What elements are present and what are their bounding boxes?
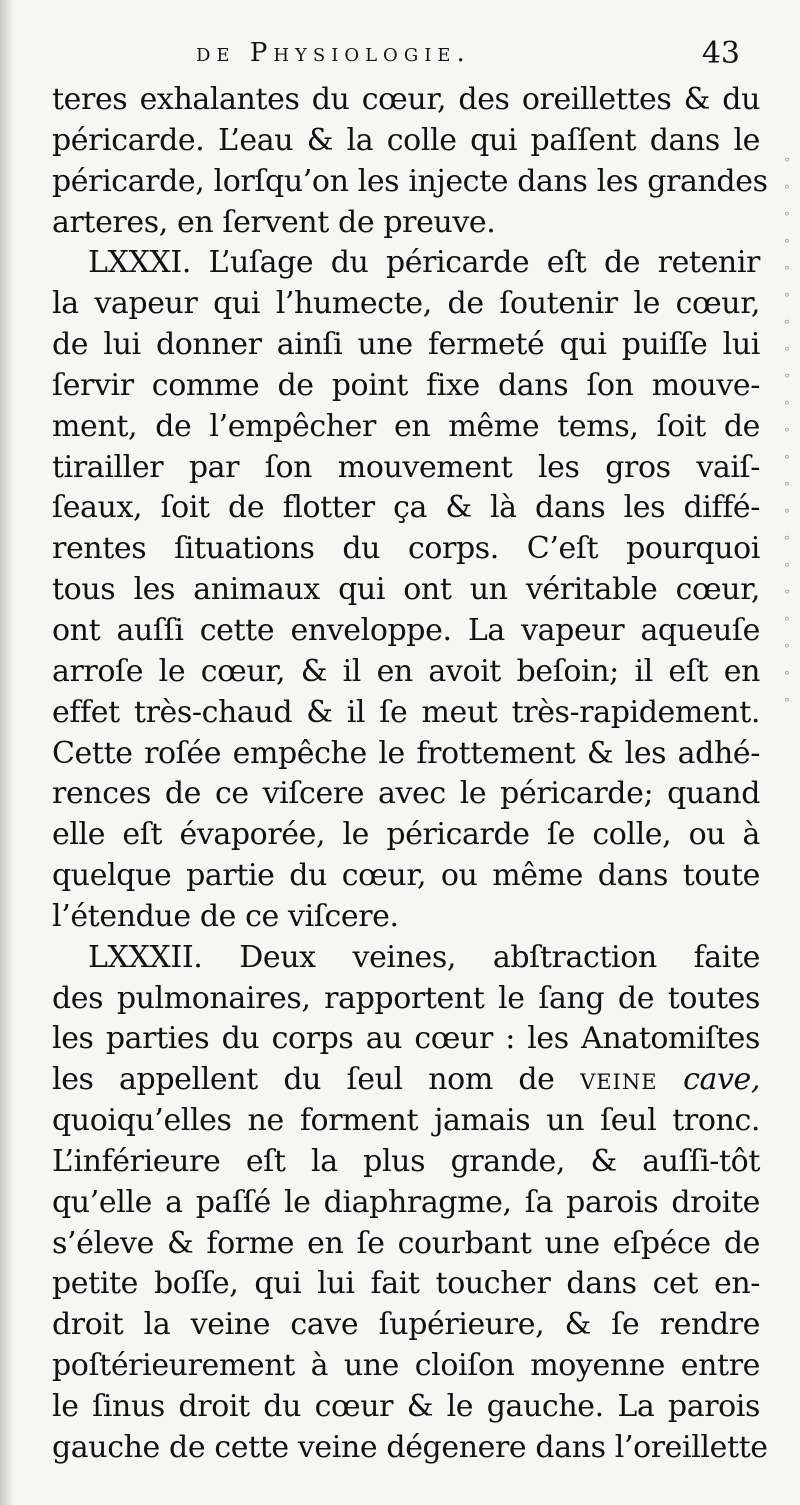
text-line: Cette roſée empêche le frottement & les adhé- [52,735,760,771]
text-line: péricarde. L’eau & la colle qui paſſent dans le [52,122,760,158]
facing-page-bleed-marks: ° ° ° ° ° ° ° ° ° ° ° ° ° ° ° ° ° ° ° ° ° [784,156,790,710]
text-line: la vapeur qui l’humecte, de ſoutenir le cœur, [52,286,760,322]
text-line: ment, de l’empêcher en même tems, ſoit de [52,408,760,444]
text-line: des pulmonaires, rapportent le ſang de toutes [52,980,760,1016]
text-line: gauche de cette veine dégenere dans l’oreillette [52,1429,768,1465]
text-line: tous les animaux qui ont un véritable cœur, [52,572,760,608]
page-header [190,38,770,82]
text-line: effet très-chaud & il ſe meut très-rapidement. [52,694,760,730]
text-line: poſtérieurement à une cloiſon moyenne entre [52,1348,760,1384]
page-gutter-shadow [0,0,14,1505]
text-line: de lui donner ainſi une fermeté qui puiſſe lui [52,327,760,363]
text-line: arroſe le cœur, & il en avoit beſoin; il eſt en [52,653,760,689]
paragraph-start-line: LXXXI. L’uſage du péricarde eſt de retenir [88,245,760,281]
page-number: 43 [701,36,740,71]
text-line: tirailler par ſon mouvement les gros vaiſ- [52,449,760,485]
text-line: les parties du corps au cœur : les Anatomiſtes [52,1021,760,1057]
text-line: arteres, en ſervent de preuve. [52,204,496,240]
text-line: s’éleve & forme en ſe courbant une eſpéce de [52,1225,760,1261]
text-run: les appellent du ſeul nom de [52,1062,555,1098]
italic-term: cave, [683,1062,761,1098]
text-line: quelque partie du cœur, ou même dans toute [52,858,760,894]
text-line-mixed [52,1060,760,1101]
text-line: elle eſt évaporée, le péricarde ſe colle, ou à [52,817,760,853]
text-line: L’inférieure eſt la plus grande, & auſſi-tôt [52,1143,760,1179]
text-line: quoiqu’elles ne forment jamais un ſeul tronc. [52,1103,760,1139]
text-line: rences de ce viſcere avec le péricarde; quand [52,776,760,812]
text-line: péricarde, lorſqu’on les injecte dans les grandes [52,163,768,199]
text-line: ſervir comme de point fixe dans ſon mouve- [52,367,760,403]
body-text [52,80,768,1469]
text-line: qu’elle a paſſé le diaphragme, ſa parois droite [52,1184,760,1220]
small-caps-term: veine [580,1062,658,1098]
text-line: teres exhalantes du cœur, des oreillettes & du [52,82,760,117]
text-line: le ſinus droit du cœur & le gauche. La parois [52,1389,760,1424]
running-title: de Physiologie. [196,38,471,68]
text-line: ont auſſi cette enveloppe. La vapeur aqueuſe [52,612,760,648]
text-line: l’étendue de ce viſcere. [52,898,399,934]
text-line: ſeaux, ſoit de flotter ça & là dans les diffé- [52,490,760,526]
text-line: droit la veine cave ſupérieure, & ſe rendre [52,1307,760,1343]
paragraph-start-line: LXXXII. Deux veines, abſtraction faite [88,939,760,975]
text-line: rentes ſituations du corps. C’eſt pourquoi [52,531,760,567]
text-line: petite boſſe, qui lui fait toucher dans cet en- [52,1266,760,1302]
